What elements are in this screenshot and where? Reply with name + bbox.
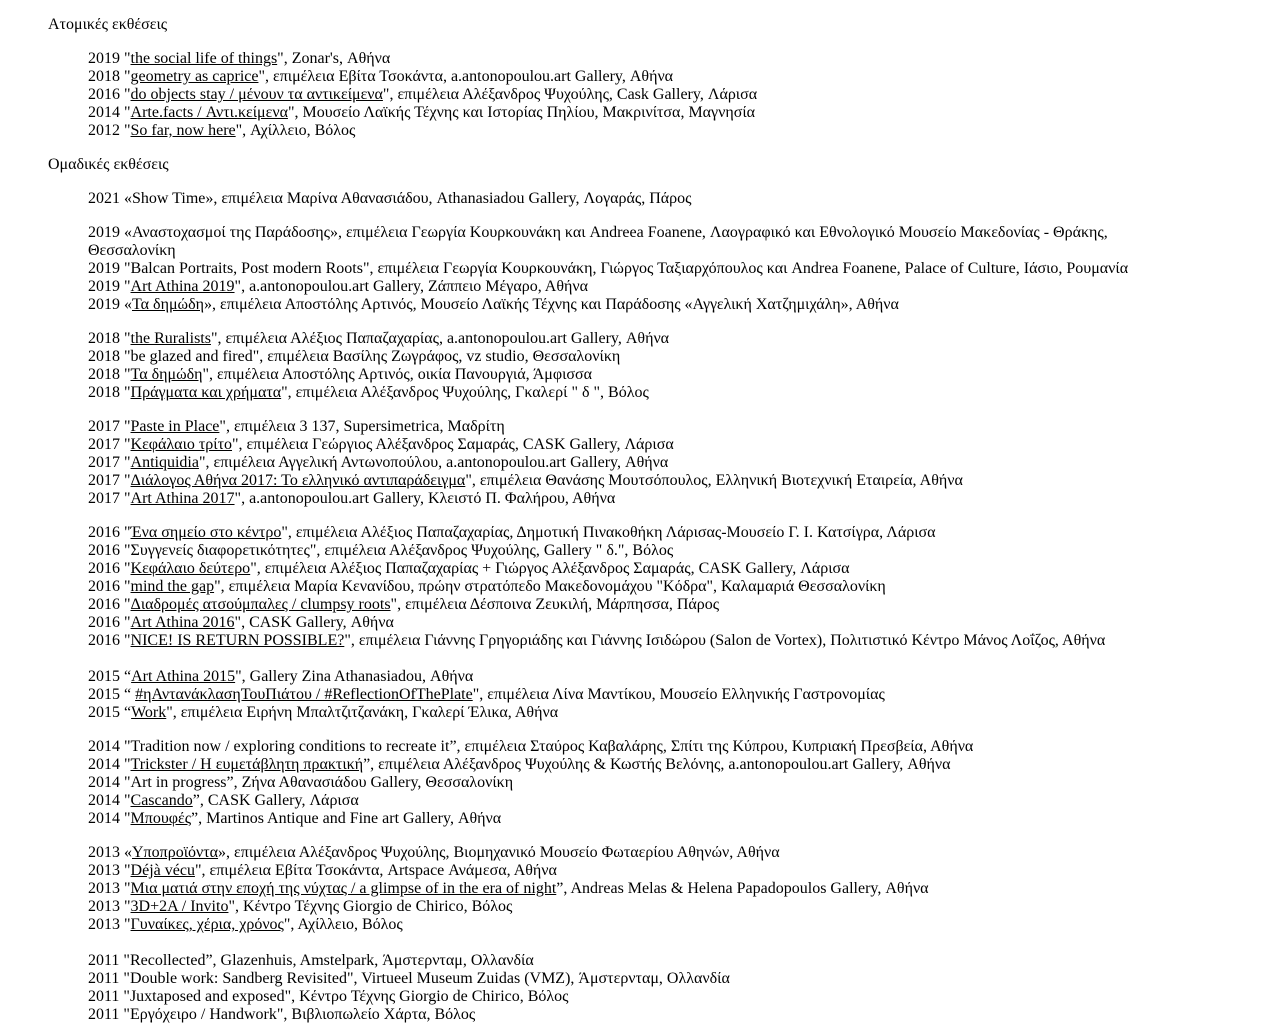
entry-details: ", επιμέλεια Εβίτα Τσοκάντα, a.antonopoulou.art Gallery, Αθήνα bbox=[258, 68, 674, 85]
group-exhibitions-heading: Ομαδικές εκθέσεις bbox=[48, 156, 169, 173]
exhibition-entry bbox=[88, 86, 1138, 104]
entry-details: ", επιμέλεια Μαρία Κενανίδου, πρώην στρατόπεδο Μακεδονομάχου "Κόδρα", Καλαμαριά Θεσσαλονίκη bbox=[214, 578, 886, 595]
entry-details: ", a.antonopoulou.art Gallery, Κλειστό Π. Φαλήρου, Αθήνα bbox=[234, 490, 616, 507]
entry-details: ", a.antonopoulou.art Gallery, Ζάππειο Μέγαρο, Αθήνα bbox=[234, 278, 589, 295]
exhibition-entry bbox=[88, 50, 1138, 68]
exhibition-title-link[interactable]: NICE! IS RETURN POSSIBLE? bbox=[130, 632, 345, 649]
entry-year-prefix: 2016 " bbox=[88, 578, 131, 595]
exhibition-entry: 2018 "be glazed and fired", επιμέλεια Βασίλης Ζωγράφος, vz studio, Θεσσαλονίκη bbox=[88, 348, 621, 365]
exhibition-title-link[interactable]: Déjà vécu bbox=[130, 862, 195, 879]
entry-details: ", Αχίλλειο, Βόλος bbox=[283, 916, 403, 933]
exhibition-entry bbox=[88, 296, 1138, 314]
entry-details: ”, Martinos Antique and Fine art Gallery, Αθήνα bbox=[191, 810, 502, 827]
exhibition-entry bbox=[88, 686, 1138, 704]
entry-details: ", επιμέλεια Δέσποινα Ζευκιλή, Μάρπησσα, Πάρος bbox=[390, 596, 720, 613]
entry-details: ", επιμέλεια Θανάσης Μουτσόπουλος, Ελληνική Βιοτεχνική Εταιρεία, Αθήνα bbox=[465, 472, 963, 489]
entry-year-prefix: 2016 " bbox=[88, 632, 131, 649]
exhibition-title-link[interactable]: Art Athina 2017 bbox=[130, 490, 235, 507]
exhibition-title-link[interactable]: Arte.facts / Αντι.κείμενα bbox=[130, 104, 288, 121]
group-exhibition-group bbox=[88, 224, 1138, 314]
exhibition-title-link[interactable]: Paste in Place bbox=[130, 418, 220, 435]
entry-year-prefix: 2019 " bbox=[88, 50, 131, 67]
exhibition-entry bbox=[88, 844, 1138, 862]
exhibition-entry: 2014 "Tradition now / exploring conditions to recreate it”, επιμέλεια Σταύρος Καβαλάρης, Σπίτι της Κύπρου, Κυπριακή Πρεσβεία, Αθήνα bbox=[88, 738, 974, 755]
exhibition-title-link[interactable]: the Ruralists bbox=[130, 330, 211, 347]
exhibition-entry bbox=[88, 330, 1138, 348]
exhibition-title-link[interactable]: Υποπροϊόντα bbox=[132, 844, 219, 861]
exhibition-entry bbox=[88, 104, 1138, 122]
group-exhibition-group bbox=[88, 738, 1138, 828]
entry-details: ", επιμέλεια Αλέξανδρος Ψυχούλης, Γκαλερί " δ ", Βόλος bbox=[281, 384, 649, 401]
entry-year-prefix: 2013 " bbox=[88, 862, 131, 879]
entry-year-prefix: 2015 “ bbox=[88, 686, 136, 703]
entry-year-prefix: 2018 " bbox=[88, 330, 131, 347]
entry-details: ", επιμέλεια Αποστόλης Αρτινός, οικία Πανουργιά, Άμφισσα bbox=[202, 366, 593, 383]
entry-year-prefix: 2015 “ bbox=[88, 704, 132, 721]
entry-year-prefix: 2016 " bbox=[88, 560, 131, 577]
exhibition-title-link[interactable]: So far, now here bbox=[130, 122, 236, 139]
group-exhibition-group bbox=[88, 418, 1138, 508]
entry-details: ", επιμέλεια Αλέξανδρος Ψυχούλης, Cask Gallery, Λάρισα bbox=[382, 86, 758, 103]
entry-details: ", επιμέλεια Λίνα Μαντίκου, Μουσείο Ελληνικής Γαστρονομίας bbox=[472, 686, 885, 703]
exhibition-entry: 2019 «Αναστοχασμοί της Παράδοσης», επιμέλεια Γεωργία Κουρκουνάκη και Andreea Foanene, Λαογραφικό και Εθνολογικό Μουσείο Μακεδονίας - Θράκης, Θεσσαλονίκη bbox=[88, 224, 1108, 259]
entry-year-prefix: 2014 " bbox=[88, 810, 131, 827]
exhibition-entry: 2014 "Art in progress”, Ζήνα Αθανασιάδου Gallery, Θεσσαλονίκη bbox=[88, 774, 514, 791]
exhibition-entry bbox=[88, 756, 1138, 774]
exhibition-entry bbox=[88, 436, 1138, 454]
entry-details: ", επιμέλεια Αλέξιος Παπαζαχαρίας, a.antonopoulou.art Gallery, Αθήνα bbox=[210, 330, 670, 347]
entry-year-prefix: 2014 " bbox=[88, 792, 131, 809]
group-exhibition-group bbox=[88, 844, 1138, 934]
exhibition-entry bbox=[88, 578, 1138, 596]
exhibition-title-link[interactable]: Cascando bbox=[130, 792, 193, 809]
entry-year-prefix: 2013 " bbox=[88, 898, 131, 915]
exhibition-entry bbox=[88, 68, 1138, 86]
exhibition-entry bbox=[88, 366, 1138, 384]
group-exhibition-group bbox=[88, 330, 1138, 402]
entry-details: ", επιμέλεια Ειρήνη Μπαλτζιτζανάκη, Γκαλερί Έλικα, Αθήνα bbox=[166, 704, 559, 721]
exhibition-entry: 2011 "Recollected”, Glazenhuis, Amstelpark, Άμστερνταμ, Ολλανδία bbox=[88, 952, 534, 969]
exhibition-entry bbox=[88, 560, 1138, 578]
entry-details: ", Κέντρο Τέχνης Giorgio de Chirico, Βόλος bbox=[228, 898, 513, 915]
group-exhibition-group bbox=[88, 668, 1138, 722]
exhibition-entry bbox=[88, 704, 1138, 722]
entry-details: ”, Andreas Melas & Helena Papadopoulos Gallery, Αθήνα bbox=[556, 880, 929, 897]
exhibition-entry bbox=[88, 418, 1138, 436]
exhibition-entry bbox=[88, 632, 1138, 650]
exhibition-entry bbox=[88, 862, 1138, 880]
entry-details: ", επιμέλεια Αλέξιος Παπαζαχαρίας, Δημοτική Πινακοθήκη Λάρισας-Μουσείο Γ. Ι. Κατσίγρα, Λάρισα bbox=[281, 524, 936, 541]
exhibition-entry bbox=[88, 384, 1138, 402]
exhibition-entry bbox=[88, 278, 1138, 296]
solo-exhibitions-heading: Ατομικές εκθέσεις bbox=[48, 16, 168, 33]
entry-details: ”, CASK Gallery, Λάρισα bbox=[192, 792, 359, 809]
exhibition-title-link[interactable]: Art Athina 2019 bbox=[130, 278, 235, 295]
exhibition-title-link[interactable]: Work bbox=[131, 704, 167, 721]
exhibition-entry bbox=[88, 490, 1138, 508]
entry-year-prefix: 2019 " bbox=[88, 278, 131, 295]
exhibition-title-link[interactable]: Πράγματα και χρήματα bbox=[130, 384, 282, 401]
entry-details: ", επιμέλεια Εβίτα Τσοκάντα, Artspace Ανάμεσα, Αθήνα bbox=[194, 862, 557, 879]
exhibition-entry: 2011 "Double work: Sandberg Revisited", Virtueel Museum Zuidas (VMZ), Άμστερνταμ, Ολλανδία bbox=[88, 970, 730, 987]
entry-year-prefix: 2013 " bbox=[88, 916, 131, 933]
exhibition-entry: 2011 "Εργόχειρο / Handwork", Βιβλιοπωλείο Χάρτα, Βόλος bbox=[88, 1006, 476, 1023]
entry-details: ", επιμέλεια Αγγελική Αντωνοπούλου, a.antonopoulou.art Gallery, Αθήνα bbox=[198, 454, 669, 471]
exhibition-entry bbox=[88, 454, 1138, 472]
entry-year-prefix: 2016 " bbox=[88, 614, 131, 631]
entry-year-prefix: 2018 " bbox=[88, 366, 131, 383]
entry-year-prefix: 2017 " bbox=[88, 472, 131, 489]
exhibition-title-link[interactable]: Μπουφές bbox=[130, 810, 192, 827]
exhibition-entry bbox=[88, 898, 1138, 916]
entry-details: », επιμέλεια Αποστόλης Αρτινός, Μουσείο Λαϊκής Τέχνης και Παράδοσης «Αγγελική Χατζημιχάλη», Αθήνα bbox=[203, 296, 899, 313]
entry-year-prefix: 2013 " bbox=[88, 880, 131, 897]
exhibition-entry: 2021 «Show Time», επιμέλεια Μαρίνα Αθανασιάδου, Athanasiadou Gallery, Λογαράς, Πάρος bbox=[88, 190, 692, 207]
exhibition-entry bbox=[88, 668, 1138, 686]
entry-year-prefix: 2014 " bbox=[88, 756, 131, 773]
entry-details: ", CASK Gallery, Αθήνα bbox=[234, 614, 394, 631]
exhibition-title-link[interactable]: geometry as caprice bbox=[130, 68, 259, 85]
entry-details: ", επιμέλεια Αλέξιος Παπαζαχαρίας + Γιώργος Αλέξανδρος Σαμαράς, CASK Gallery, Λάρισα bbox=[250, 560, 850, 577]
entry-year-prefix: 2017 " bbox=[88, 418, 131, 435]
exhibition-title-link[interactable]: Κεφάλαιο τρίτο bbox=[130, 436, 233, 453]
entry-year-prefix: 2019 « bbox=[88, 296, 132, 313]
entry-year-prefix: 2016 " bbox=[88, 86, 131, 103]
exhibition-title-link[interactable]: Μια ματιά στην εποχή της νύχτας / a glimpse of in the era of night bbox=[130, 880, 557, 897]
exhibition-title-link[interactable]: Διαδρομές ατσούμπαλες / clumpsy roots bbox=[130, 596, 391, 613]
entry-details: ", επιμέλεια Γιάννης Γρηγοριάδης και Γιάννης Ισιδώρου (Salon de Vortex), Πολιτιστικό Κέντρο Μάνος Λοΐζος, Αθήνα bbox=[344, 632, 1106, 649]
exhibition-title-link[interactable]: Κεφάλαιο δεύτερο bbox=[130, 560, 251, 577]
exhibition-entry bbox=[88, 596, 1138, 614]
entry-details: ", Zonar's, Αθήνα bbox=[277, 50, 391, 67]
entry-year-prefix: 2018 " bbox=[88, 68, 131, 85]
exhibition-entry bbox=[88, 916, 1138, 934]
entry-year-prefix: 2016 " bbox=[88, 524, 131, 541]
entry-year-prefix: 2013 « bbox=[88, 844, 132, 861]
exhibition-title-link[interactable]: Τα δημώδη bbox=[132, 296, 204, 313]
exhibition-title-link[interactable]: Trickster / Η ευμετάβλητη πρακτική bbox=[130, 756, 364, 773]
exhibition-entry bbox=[88, 614, 1138, 632]
exhibition-title-link[interactable]: do objects stay / μένουν τα αντικείμενα bbox=[130, 86, 383, 103]
exhibition-title-link[interactable]: Τα δημώδη bbox=[130, 366, 203, 383]
entry-details: ", επιμέλεια 3 137, Supersimetrica, Μαδρίτη bbox=[219, 418, 505, 435]
exhibition-title-link[interactable]: mind the gap bbox=[130, 578, 215, 595]
entry-year-prefix: 2017 " bbox=[88, 436, 131, 453]
exhibition-entry: 2011 "Juxtaposed and exposed", Κέντρο Τέχνης Giorgio de Chirico, Βόλος bbox=[88, 988, 569, 1005]
entry-details: ", Gallery Zina Athanasiadou, Αθήνα bbox=[235, 668, 474, 685]
entry-year-prefix: 2018 " bbox=[88, 384, 131, 401]
exhibition-title-link[interactable]: Antiquidia bbox=[130, 454, 199, 471]
entry-year-prefix: 2015 “ bbox=[88, 668, 132, 685]
group-exhibition-group bbox=[88, 952, 1138, 1024]
exhibition-entry: 2016 "Συγγενείς διαφορετικότητες", επιμέλεια Αλέξανδρος Ψυχούλης, Gallery " δ.", Βόλος bbox=[88, 542, 674, 559]
exhibition-title-link[interactable]: the social life of things bbox=[130, 50, 278, 67]
exhibition-entry: 2019 "Balcan Portraits, Post modern Roots", επιμέλεια Γεωργία Κουρκουνάκη, Γιώργος Ταξιαρχόπουλος και Andrea Foanene, Palace of Culture, Ιάσιο, Ρουμανία bbox=[88, 260, 1129, 277]
entry-details: ", επιμέλεια Γεώργιος Αλέξανδρος Σαμαράς, CASK Gallery, Λάρισα bbox=[232, 436, 674, 453]
solo-exhibition-group bbox=[88, 50, 1138, 140]
entry-year-prefix: 2014 " bbox=[88, 104, 131, 121]
exhibition-title-link[interactable]: Art Athina 2016 bbox=[130, 614, 235, 631]
exhibition-entry bbox=[88, 122, 1138, 140]
entry-year-prefix: 2016 " bbox=[88, 596, 131, 613]
exhibition-title-link[interactable]: Ένα σημείο στο κέντρο bbox=[130, 524, 282, 541]
exhibition-title-link[interactable]: Γυναίκες, χέρια, χρόνος bbox=[130, 916, 284, 933]
entry-year-prefix: 2012 " bbox=[88, 122, 131, 139]
exhibition-entry bbox=[88, 524, 1138, 542]
entry-details: ", Μουσείο Λαϊκής Τέχνης και Ιστορίας Πηλίου, Μακρινίτσα, Μαγνησία bbox=[287, 104, 756, 121]
entry-year-prefix: 2017 " bbox=[88, 454, 131, 471]
exhibition-entry bbox=[88, 792, 1138, 810]
exhibition-title-link[interactable]: Διάλογος Αθήνα 2017: Το ελληνικό αντιπαράδειγμα bbox=[130, 472, 466, 489]
entry-details: », επιμέλεια Αλέξανδρος Ψυχούλης, Βιομηχανικό Μουσείο Φωταερίου Αθηνών, Αθήνα bbox=[218, 844, 780, 861]
group-exhibition-group bbox=[88, 190, 1138, 208]
exhibition-entry bbox=[88, 472, 1138, 490]
entry-year-prefix: 2017 " bbox=[88, 490, 131, 507]
entry-details: ”, επιμέλεια Αλέξανδρος Ψυχούλης & Κωστής Βελόνης, a.antonopoulou.art Gallery, Αθήνα bbox=[363, 756, 951, 773]
exhibition-title-link[interactable]: Art Athina 2015 bbox=[131, 668, 236, 685]
exhibition-title-link[interactable]: 3D+2A / Invito bbox=[130, 898, 229, 915]
group-exhibition-group bbox=[88, 524, 1138, 650]
entry-details: ", Αχίλλειο, Βόλος bbox=[235, 122, 356, 139]
exhibition-title-link[interactable]: #ηΑντανάκλασηΤουΠιάτου / #ReflectionOfThePlate bbox=[135, 686, 473, 703]
exhibition-entry bbox=[88, 810, 1138, 828]
exhibition-entry bbox=[88, 880, 1138, 898]
